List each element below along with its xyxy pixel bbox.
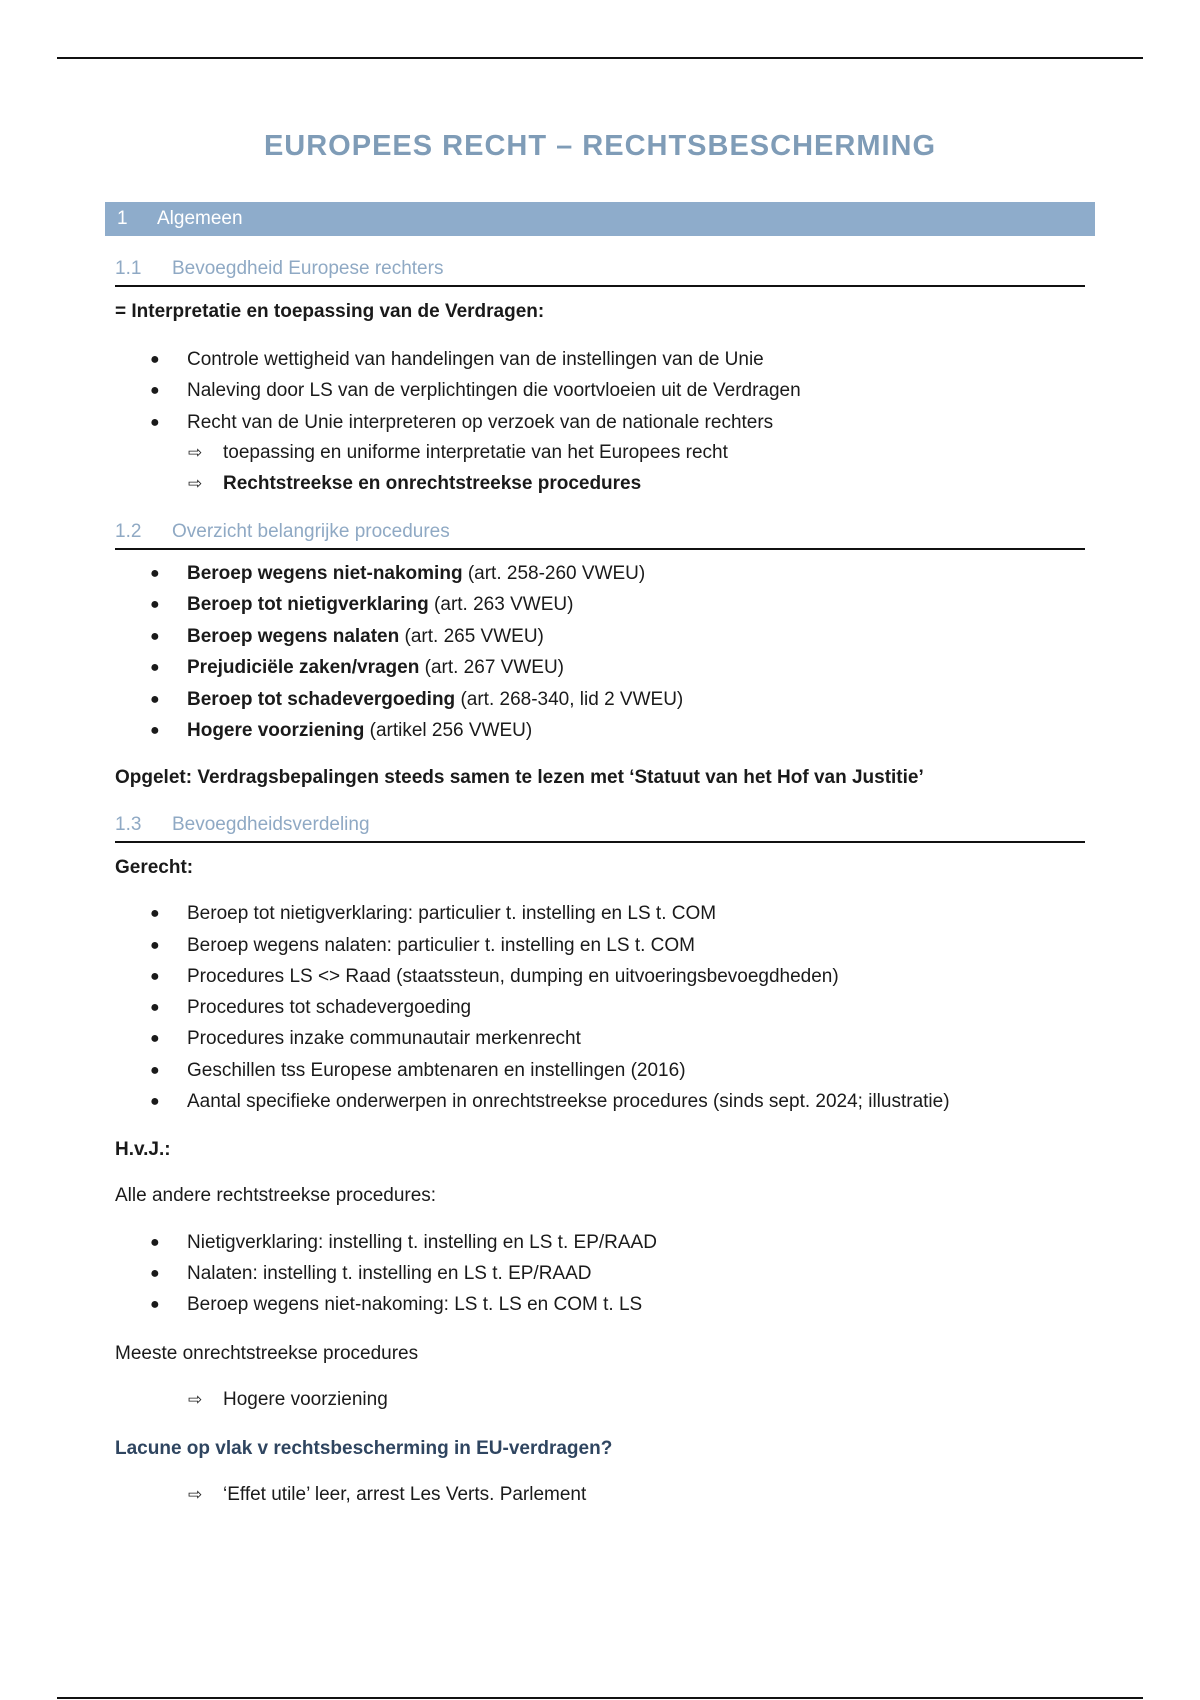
note-paragraph: Opgelet: Verdragsbepalingen steeds samen te lezen met ‘Statuut van het Hof van Justitie’ — [115, 767, 924, 788]
bullet-icon: ● — [150, 1062, 160, 1079]
bullet-icon: ● — [150, 1234, 160, 1251]
heading-number: 1.1 — [115, 258, 142, 279]
heading-text: Bevoegdheid Europese rechters — [172, 258, 444, 279]
list-item-text: Beroep wegens niet-nakoming: LS t. LS en COM t. LS — [187, 1294, 643, 1315]
bullet-icon: ● — [150, 1296, 160, 1313]
arrow-right-icon: ⇨ — [188, 443, 203, 462]
page-header-rule — [57, 57, 1143, 59]
arrow-item-text: Hogere voorziening — [223, 1389, 388, 1410]
bullet-icon: ● — [150, 722, 160, 739]
list-item-text: Controle wettigheid van handelingen van de instellingen van de Unie — [187, 349, 764, 370]
bullet-icon: ● — [150, 1030, 160, 1047]
arrow-item-text: toepassing en uniforme interpretatie van het Europees recht — [223, 442, 728, 463]
procedure-article: (art. 263 VWEU) — [428, 594, 574, 615]
meeste-paragraph: Meeste onrechtstreekse procedures — [115, 1343, 419, 1364]
bullet-icon: ● — [150, 905, 160, 922]
bullet-icon: ● — [150, 937, 160, 954]
lacune-question: Lacune op vlak v rechtsbescherming in EU-verdragen? — [115, 1438, 613, 1459]
list-item-text: Procedures LS <> Raad (staatssteun, dumping en uitvoeringsbevoegdheden) — [187, 966, 839, 987]
bullet-icon: ● — [150, 414, 160, 431]
bullet-icon: ● — [150, 1265, 160, 1282]
heading-text: Algemeen — [157, 208, 243, 229]
heading-text: Overzicht belangrijke procedures — [172, 521, 450, 542]
arrow-right-icon: ⇨ — [188, 1390, 203, 1409]
heading-text: Bevoegdheidsverdeling — [172, 814, 370, 835]
bullet-icon: ● — [150, 1093, 160, 1110]
list-item-text: Procedures inzake communautair merkenrecht — [187, 1028, 581, 1049]
page-footer-rule — [57, 1697, 1143, 1699]
hvj-intro: Alle andere rechtstreekse procedures: — [115, 1185, 437, 1206]
procedure-article: (art. 268-340, lid 2 VWEU) — [455, 689, 684, 710]
procedure-name: Hogere voorziening — [187, 720, 365, 741]
procedure-article: (art. 258-260 VWEU) — [462, 563, 646, 584]
bullet-icon: ● — [150, 565, 160, 582]
list-item-text: Procedures tot schadevergoeding — [187, 997, 472, 1018]
procedure-article: (artikel 256 VWEU) — [364, 720, 533, 741]
list-item-text: Naleving door LS van de verplichtingen die voortvloeien uit de Verdragen — [187, 380, 801, 401]
bullet-icon: ● — [150, 596, 160, 613]
procedure-name: Prejudiciële zaken/vragen — [187, 657, 420, 678]
arrow-item-text: Rechtstreekse en onrechtstreekse procedures — [223, 473, 642, 494]
gerecht-label: Gerecht: — [115, 857, 194, 878]
bullet-icon: ● — [150, 691, 160, 708]
procedure-name: Beroep tot nietigverklaring — [187, 594, 429, 615]
procedure-name: Beroep wegens niet-nakoming — [187, 563, 463, 584]
arrow-right-icon: ⇨ — [188, 474, 203, 493]
list-item-text: Beroep wegens nalaten: particulier t. instelling en LS t. COM — [187, 935, 695, 956]
heading-1-1 — [115, 253, 1085, 287]
list-item-text: Aantal specifieke onderwerpen in onrechtstreekse procedures (sinds sept. 2024; illustratie) — [187, 1091, 950, 1112]
bullet-icon: ● — [150, 382, 160, 399]
list-item-text: Beroep tot nietigverklaring: particulier t. instelling en LS t. COM — [187, 903, 717, 924]
procedure-name: Beroep tot schadevergoeding — [187, 689, 456, 710]
list-item-text: Nalaten: instelling t. instelling en LS t. EP/RAAD — [187, 1263, 592, 1284]
bullet-icon: ● — [150, 968, 160, 985]
heading-number: 1.2 — [115, 521, 142, 542]
heading-1-algemeen — [105, 202, 1095, 236]
heading-number: 1.3 — [115, 814, 142, 835]
list-item-text: Geschillen tss Europese ambtenaren en instellingen (2016) — [187, 1060, 686, 1081]
intro-paragraph: = Interpretatie en toepassing van de Verdragen: — [115, 301, 545, 322]
list-item-text: Nietigverklaring: instelling t. instelling en LS t. EP/RAAD — [187, 1232, 657, 1253]
procedure-name: Beroep wegens nalaten — [187, 626, 400, 647]
arrow-right-icon: ⇨ — [188, 1485, 203, 1504]
hvj-label: H.v.J.: — [115, 1139, 171, 1160]
bullet-icon: ● — [150, 659, 160, 676]
bullet-icon: ● — [150, 351, 160, 368]
list-item-text: Recht van de Unie interpreteren op verzoek van de nationale rechters — [187, 412, 774, 433]
bullet-icon: ● — [150, 999, 160, 1016]
heading-1-2 — [115, 516, 1085, 550]
heading-1-3 — [115, 809, 1085, 843]
heading-number: 1 — [117, 208, 128, 229]
procedure-article: (art. 267 VWEU) — [419, 657, 564, 678]
arrow-item-text: ‘Effet utile’ leer, arrest Les Verts. Parlement — [223, 1484, 587, 1505]
bullet-icon: ● — [150, 628, 160, 645]
document-title: EUROPEES RECHT – RECHTSBESCHERMING — [263, 130, 937, 162]
procedure-article: (art. 265 VWEU) — [399, 626, 544, 647]
